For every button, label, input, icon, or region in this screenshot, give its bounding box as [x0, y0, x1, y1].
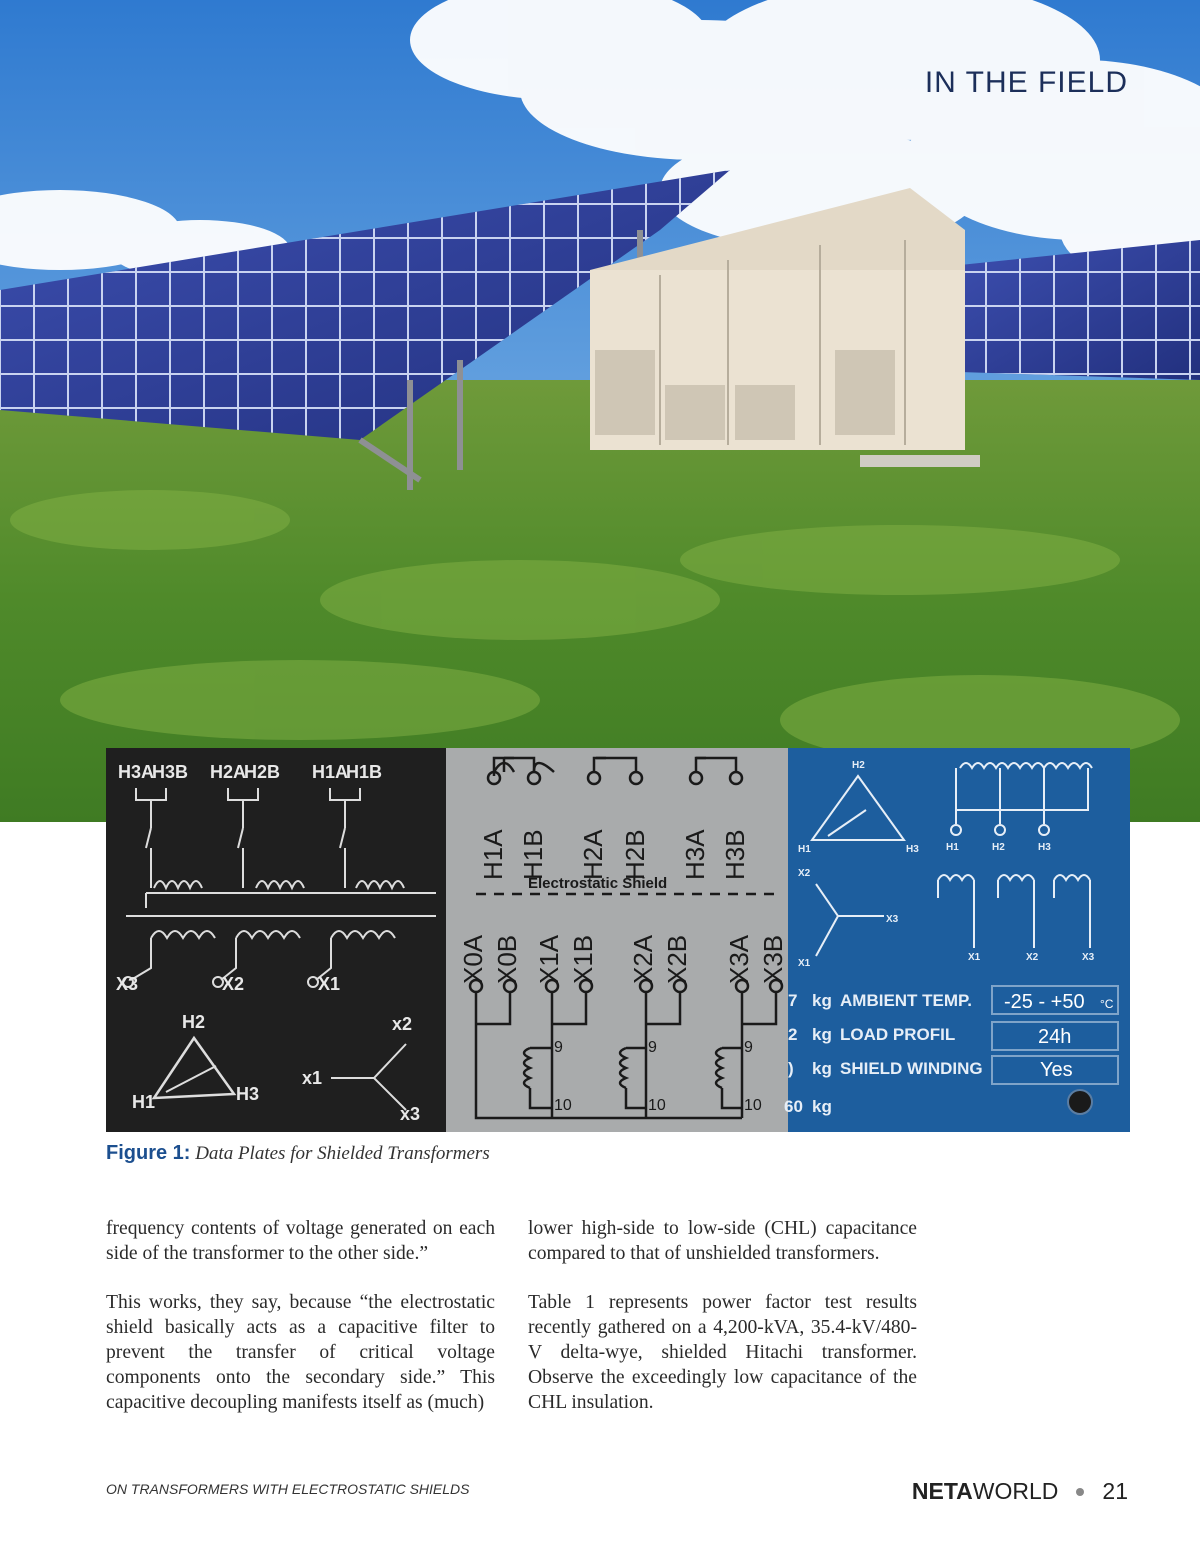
row-unit: kg: [812, 1059, 832, 1078]
plate-a: [106, 748, 446, 1132]
row-unit: kg: [812, 991, 832, 1010]
tap-label: 10: [554, 1097, 572, 1114]
plate-b-terminal: X3A: [724, 934, 754, 984]
plate-b-terminal: X3B: [758, 934, 788, 984]
plate-c-lv: X3: [1082, 952, 1095, 963]
row-label: SHIELD WINDING: [840, 1059, 983, 1078]
plate-b-terminal: H2A: [578, 829, 608, 880]
tap-label: 9: [744, 1039, 753, 1056]
row-value: -25 - +50: [1004, 991, 1085, 1013]
body-column-left: [106, 1216, 495, 1439]
plate-a-terminal: H3A: [118, 762, 155, 782]
body-column-right: [528, 1216, 917, 1439]
plate-a-delta: H2: [182, 1012, 206, 1032]
plate-c-hv: H2: [992, 842, 1005, 853]
row-unit: kg: [812, 1025, 832, 1044]
plate-b: [446, 748, 788, 1132]
row-prefix: 2: [788, 1025, 798, 1044]
plate-b-terminal: H3B: [720, 829, 750, 880]
row-label: AMBIENT TEMP.: [840, 991, 972, 1010]
row-value: 24h: [1038, 1026, 1072, 1048]
logo-light: WORLD: [972, 1478, 1059, 1504]
figure-plates: [106, 748, 1130, 1132]
plate-a-low: X1: [318, 974, 341, 994]
plate-b-terminal: X0A: [458, 934, 488, 984]
plate-a-delta: H1: [132, 1092, 156, 1112]
row-label: LOAD PROFIL: [840, 1025, 956, 1044]
row-value: Yes: [1040, 1059, 1073, 1081]
figure-caption: [106, 1142, 490, 1165]
plate-a-low: X2: [222, 974, 245, 994]
plate-a-low: X3: [116, 974, 139, 994]
row-prefix: 60: [784, 1097, 803, 1116]
plate-c-lv: X2: [1026, 952, 1039, 963]
body-paragraph: frequency contents of voltage generated on each side of the transformer to the other side.”: [106, 1218, 495, 1264]
plate-c-wye: X3: [886, 914, 899, 925]
tap-label: 9: [554, 1039, 563, 1056]
plate-a-wye: x2: [392, 1014, 413, 1034]
plate-c: [784, 748, 1130, 1132]
plate-a-wye: x1: [302, 1068, 323, 1088]
electrostatic-shield-label: Electrostatic Shield: [528, 875, 668, 892]
plate-c-wye: X1: [798, 958, 811, 969]
figure-label: Figure 1:: [106, 1142, 191, 1164]
body-paragraph: Table 1 represents power factor test results recently gathered on a 4,200-kVA, 35.4-kV/480-V delta-wye, shielded Hitachi transformer. Observe the exceedingly low capacitance of the CHL insulation.: [528, 1292, 917, 1413]
plate-c-hv: H3: [1038, 842, 1051, 853]
tap-label: 10: [648, 1097, 666, 1114]
plate-b-terminal: X2A: [628, 934, 658, 984]
section-label: IN THE FIELD: [924, 66, 1128, 99]
plate-b-terminal: H1A: [478, 829, 508, 880]
plate-b-terminal: H1B: [518, 829, 548, 880]
tap-label: 9: [648, 1039, 657, 1056]
plate-a-terminal: H2A: [210, 762, 247, 782]
tap-label: 10: [744, 1097, 762, 1114]
magazine-logo: [912, 1478, 1059, 1505]
plate-a-terminal: H2B: [244, 762, 281, 782]
figure-title: Data Plates for Shielded Transformers: [195, 1143, 490, 1164]
plate-b-terminal: X1A: [534, 934, 564, 984]
row-prefix: 7: [788, 991, 798, 1010]
plate-b-terminal: X1B: [568, 934, 598, 984]
plate-b-terminal: X0B: [492, 934, 522, 984]
row-unit: kg: [812, 1097, 832, 1116]
plate-c-wye: X2: [798, 868, 811, 879]
plate-b-terminal: H3A: [680, 829, 710, 880]
row-prefix: ): [788, 1059, 794, 1078]
logo-bold: NETA: [911, 1478, 973, 1504]
plate-a-delta: H3: [236, 1084, 260, 1104]
separator-dot: [1076, 1488, 1084, 1496]
row-value-unit: °C: [1100, 997, 1114, 1011]
body-paragraph: lower high-side to low-side (CHL) capacitance compared to that of unshielded transformers.: [528, 1218, 917, 1264]
plate-c-delta: H1: [798, 844, 811, 855]
plate-a-terminal: H3B: [152, 762, 189, 782]
plate-c-delta: H2: [852, 760, 865, 771]
plate-c-hv: H1: [946, 842, 959, 853]
footer-brand: [912, 1478, 1128, 1505]
plate-c-delta: H3: [906, 844, 919, 855]
page-number: 21: [1102, 1478, 1128, 1504]
running-footer-title: ON TRANSFORMERS WITH ELECTROSTATIC SHIELDS: [106, 1481, 470, 1497]
plate-b-terminal: H2B: [620, 829, 650, 880]
plate-b-terminal: X2B: [662, 934, 692, 984]
body-paragraph: This works, they say, because “the electrostatic shield basically acts as a capacitive filter to prevent the transfer of critical voltage components onto the secondary side.” This capacitive decoupling manifests itself as (much): [106, 1292, 495, 1413]
plate-a-terminal: H1B: [346, 762, 383, 782]
plate-c-lv: X1: [968, 952, 981, 963]
plate-a-wye: x3: [400, 1104, 421, 1124]
plate-a-terminal: H1A: [312, 762, 349, 782]
